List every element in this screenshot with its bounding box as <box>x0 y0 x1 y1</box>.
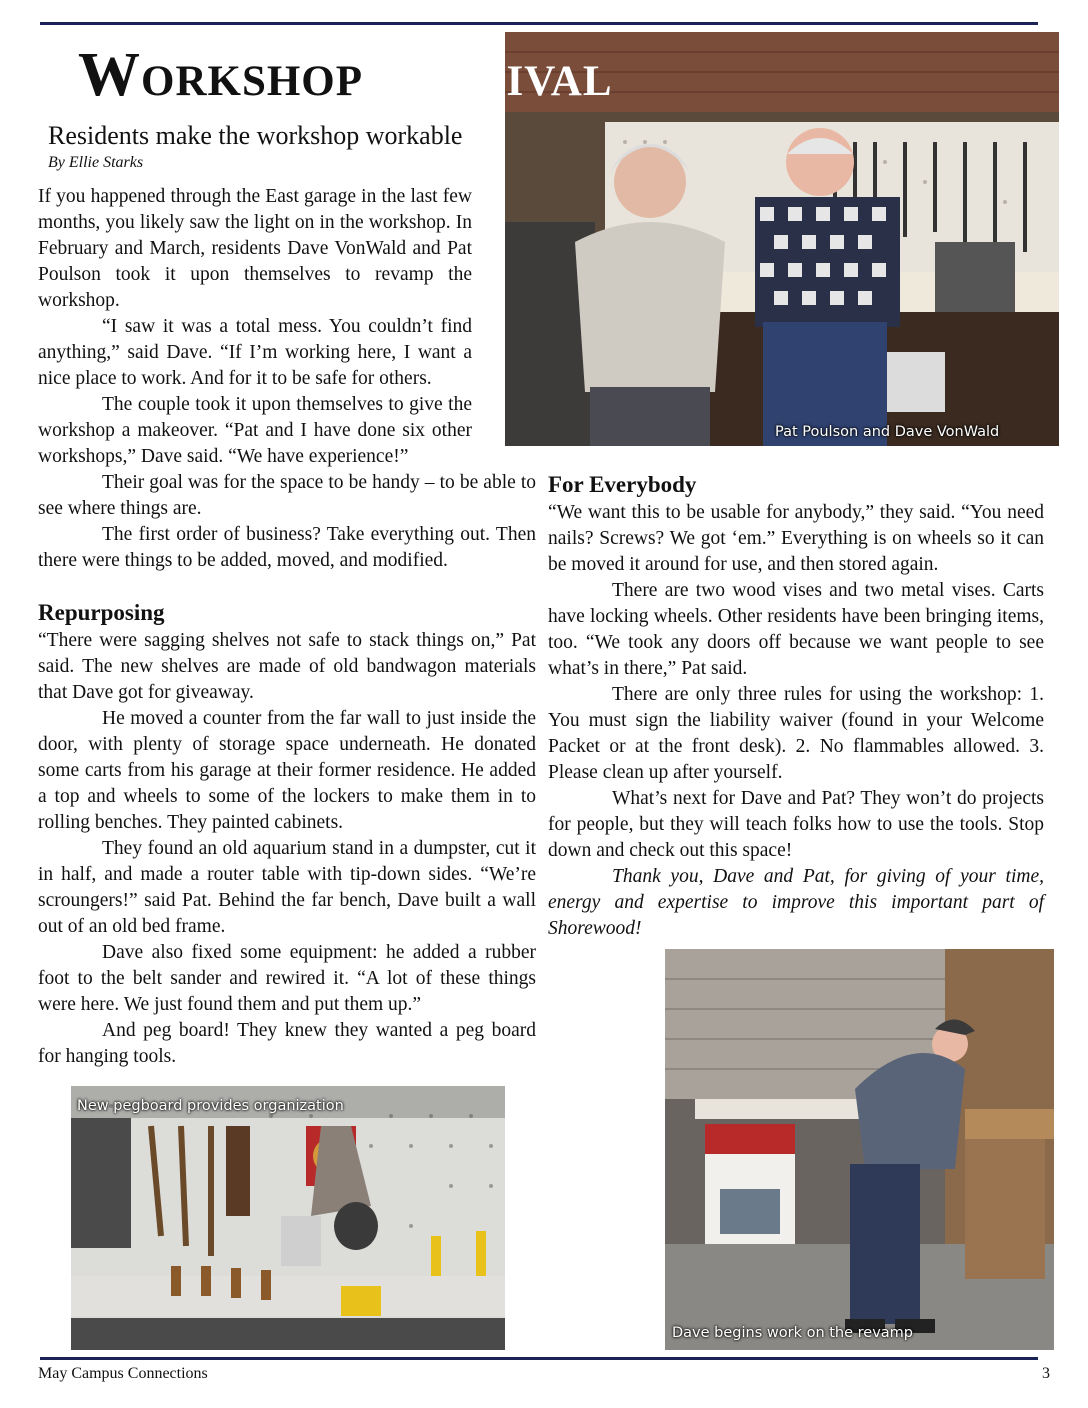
footer-publication: May Campus Connections <box>38 1365 208 1382</box>
page-number: 3 <box>1042 1365 1050 1382</box>
everybody-heading: For Everybody <box>548 472 697 497</box>
repurposing-paragraph: They found an old aquarium stand in a dumpster, cut it in half, and made a router table with tip-down sides. “We’re scroungers!” said Pat. Behind the far bench, Dave built a wall out of an old bed frame. <box>38 838 536 937</box>
repurposing-paragraph: Dave also fixed some equipment: he added a rubber foot to the belt sander and rewired it. “A lot of these things were here. We just found them and put them up.” <box>38 942 536 1015</box>
everybody-paragraph: “We want this to be usable for anybody,” they said. “You need nails? Screws? We got ‘em.” Everything is on wheels so it can be moved it around for use, and then stored again. <box>548 502 1044 575</box>
left-column <box>38 470 536 1070</box>
photo-dave-revamp <box>665 949 1054 1350</box>
right-column <box>548 470 1044 942</box>
title-word-workshop: Workshop <box>78 41 364 109</box>
intro-paragraph: The couple took it upon themselves to give the workshop a makeover. “Pat and I have done six other workshops,” Dave said. “We have experience!” <box>38 394 472 467</box>
bottom-rule <box>40 1357 1038 1360</box>
repurposing-paragraph: He moved a counter from the far wall to just inside the door, with plenty of storage space underneath. He donated some carts from his garage at their former residence. He added a top and wheels to some of the lockers to make them in to rolling benches. They painted cabinets. <box>38 708 536 833</box>
everybody-paragraph: What’s next for Dave and Pat? They won’t do projects for people, but they will teach folks how to use the tools. Stop down and check out this space! <box>548 788 1044 861</box>
closing-thanks: Thank you, Dave and Pat, for giving of your time, energy and expertise to improve this important part of Shorewood! <box>548 866 1044 939</box>
byline: By Ellie Starks <box>48 154 144 171</box>
everybody-paragraph: There are only three rules for using the workshop: 1. You must sign the liability waiver (found in your Welcome Packet or at the front desk). 2. No flammables allowed. 3. Please clean up after yourself. <box>548 684 1044 783</box>
top-photo-caption: Pat Poulson and Dave VonWald <box>775 424 1000 440</box>
repurposing-paragraph: And peg board! They knew they wanted a peg board for hanging tools. <box>38 1020 536 1067</box>
page-title <box>78 40 613 110</box>
intro-text <box>38 184 472 470</box>
intro-paragraph: If you happened through the East garage in the last few months, you likely saw the light on in the workshop. In February and March, residents Dave VonWald and Pat Poulson took it upon themselves to revamp the workshop. <box>38 186 472 311</box>
intro-paragraph: “I saw it was a total mess. You couldn’t find anything,” said Dave. “If I’m working here, I want a nice place to work. And for it to be safe for others. <box>38 316 472 389</box>
subtitle: Residents make the workshop workable <box>48 121 463 150</box>
everybody-paragraph: There are two wood vises and two metal vises. Carts have locking wheels. Other residents have been bringing items, too. “We took any doors off because we want people to see what’s in there,” Pat said. <box>548 580 1044 679</box>
title-word-revival: Revival <box>399 41 613 109</box>
top-rule <box>40 22 1038 25</box>
photo-pegboard <box>71 1086 505 1350</box>
revamp-photo-caption: Dave begins work on the revamp <box>672 1325 914 1341</box>
intro-paragraph: Their goal was for the space to be handy – to be able to see where things are. <box>38 472 536 519</box>
repurposing-paragraph: “There were sagging shelves not safe to stack things on,” Pat said. The new shelves are made of old bandwagon materials that Dave got for giveaway. <box>38 630 536 703</box>
repurposing-heading: Repurposing <box>38 600 165 625</box>
pegboard-photo-caption: New pegboard provides organization <box>77 1098 344 1114</box>
intro-paragraph: The first order of business? Take everything out. Then there were things to be added, moved, and modified. <box>38 524 536 571</box>
